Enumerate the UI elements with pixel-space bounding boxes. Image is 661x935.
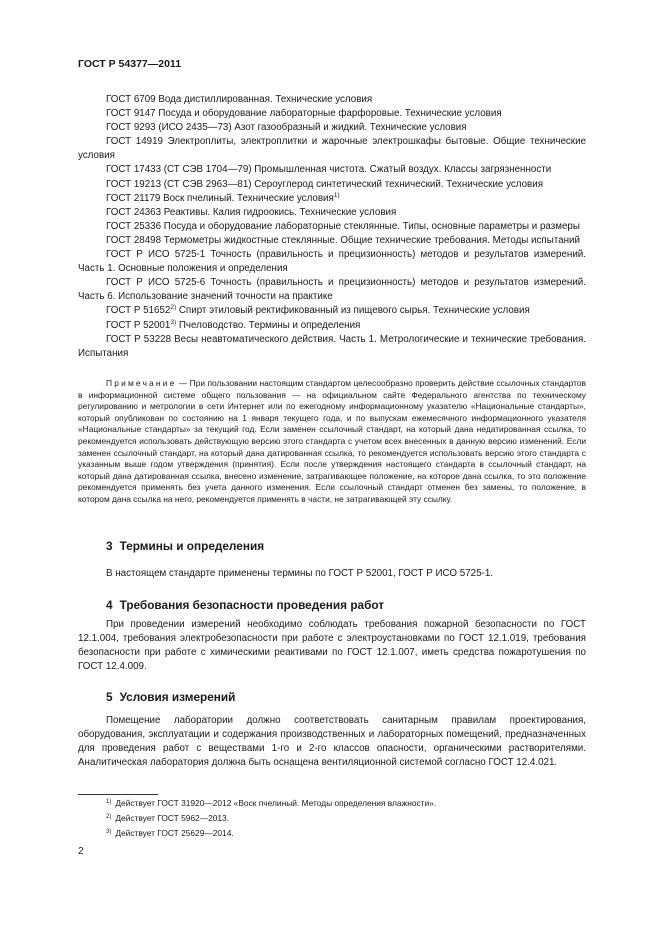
page-number: 2 (78, 846, 84, 857)
footnote: $^{3)}$ Действует ГОСТ 25629—2014. (106, 828, 234, 838)
footnote-mark: 2) (170, 304, 177, 312)
reference-item: ГОСТ 24363 Реактивы. Калия гидроокись. Технические условия (106, 206, 397, 218)
reference-item: ГОСТ 17433 (СТ СЭВ 1704—79) Промышленная чистота. Сжатый воздух. Классы загрязненности (106, 164, 552, 176)
footnote-divider (78, 794, 158, 795)
reference-item: ГОСТ 19213 (СТ СЭВ 2963—81) Сероуглерод синтетический технический. Технические условия (106, 178, 544, 190)
section-paragraph: В настоящем стандарте применены термины по ГОСТ Р 52001, ГОСТ Р ИСО 5725-1. (106, 568, 493, 579)
note-label: Примечание (106, 378, 177, 388)
reference-item: ГОСТ Р 52001$^{3)}$ Пчеловодство. Термины и определения (106, 318, 361, 331)
reference-item: ГОСТ 28498 Термометры жидкостные стеклянные. Общие технические требования. Методы испытаний (106, 234, 580, 246)
reference-item: ГОСТ 6709 Вода дистиллированная. Технические условия (106, 94, 373, 105)
reference-item: ГОСТ Р 53228 Весы неавтоматического действия. Часть 1. Метрологические и технические требования. Испытания (78, 333, 586, 359)
footnote: $^{1)}$ Действует ГОСТ 31920—2012 «Воск пчелиный. Методы определения влажности». (106, 798, 437, 808)
running-header: ГОСТ Р 54377—2011 (78, 58, 182, 70)
note-text: — При пользовании настоящим стандартом целесообразно проверить действие ссылочных стандартов в информационной системе общего пользования — на официальном сайте Федерального агентства по техническому регулированию и метрологии в сети Интернет или по ежегодному информационному указателю «Национальные стандарты», который опубликован по состоянию на 1 января текущего года, и по выпускам ежемесячного информационного указателя «Национальные стандарты» за текущий год. Если заменен ссылочный стандарт, на который дана недатированная ссылка, то рекомендуется использовать действующую версию этого стандарта с учетом всех внесенных в данную версию изменений. Если заменен ссылочный стандарт, на который дана датированная ссылка, то рекомендуется использовать версию этого стандарта с указанным выше годом утверждения (принятия). Если после утверждения настоящего стандарта в ссылочный стандарт, на который дана датированная ссылка, внесено изменение, затрагивающее положение, на которое дана ссылка, то это положение рекомендуется применять без учета данного изменения. Если ссылочный стандарт отменен без замены, то положение, в котором дана ссылка на него, рекомендуется применять в части, не затрагивающей эту ссылку. (78, 378, 586, 504)
footnote-mark: 3) (170, 318, 177, 326)
reference-item: ГОСТ Р ИСО 5725-6 Точность (правильность и прецизионность) методов и результатов измерений. Часть 6. Использование значений точности на практике (78, 277, 586, 303)
section-heading: 5 Условия измерений (106, 690, 236, 704)
section-paragraph: Помещение лаборатории должно соответствовать санитарным правилам проектирования, оборудования, эксплуатации и содержания производственных и лабораторных помещений, предназначенных для проведения работ с веществами 1-го и 2-го классов опасности, органическими растворителями. Аналитическая лаборатория должна быть оснащена вентиляционной системой согласно ГОСТ 12.4.021. (78, 715, 586, 769)
section-paragraph: При проведении измерений необходимо соблюдать требования пожарной безопасности по ГОСТ 12.1.004, требования электробезопасности при работе с электроустановками по ГОСТ 12.1.019, требования безопасности при работе с химическими реактивами по ГОСТ 12.1.007, иметь средства пожаротушения по ГОСТ 12.4.009. (78, 619, 586, 673)
reference-item: ГОСТ 9147 Посуда и оборудование лабораторные фарфоровые. Технические условия (106, 108, 502, 120)
footnote-mark: 1) (333, 191, 340, 199)
reference-item: ГОСТ 14919 Электроплиты, электроплитки и жарочные электрошкафы бытовые. Общие технические условия (78, 136, 586, 162)
normative-references-list (78, 93, 586, 361)
section-heading: 3 Термины и определения (106, 539, 265, 553)
section-heading: 4 Требования безопасности проведения работ (106, 598, 385, 612)
reference-item: ГОСТ Р 51652$^{2)}$ Спирт этиловый ректификованный из пищевого сырья. Технические условия (106, 304, 530, 317)
reference-item: ГОСТ 25336 Посуда и оборудование лабораторные стеклянные. Типы, основные параметры и размеры (106, 220, 580, 232)
note-block (78, 378, 586, 506)
reference-item: ГОСТ 21179 Воск пчелиный. Технические условия$^{1)}$ (106, 191, 340, 204)
reference-item: ГОСТ 9293 (ИСО 2435—73) Азот газообразный и жидкий. Технические условия (106, 122, 467, 134)
footnote: $^{2)}$ Действует ГОСТ 5962—2013. (106, 813, 230, 823)
reference-item: ГОСТ Р ИСО 5725-1 Точность (правильность и прецизионность) методов и результатов измерений. Часть 1. Основные положения и определения (78, 249, 586, 275)
